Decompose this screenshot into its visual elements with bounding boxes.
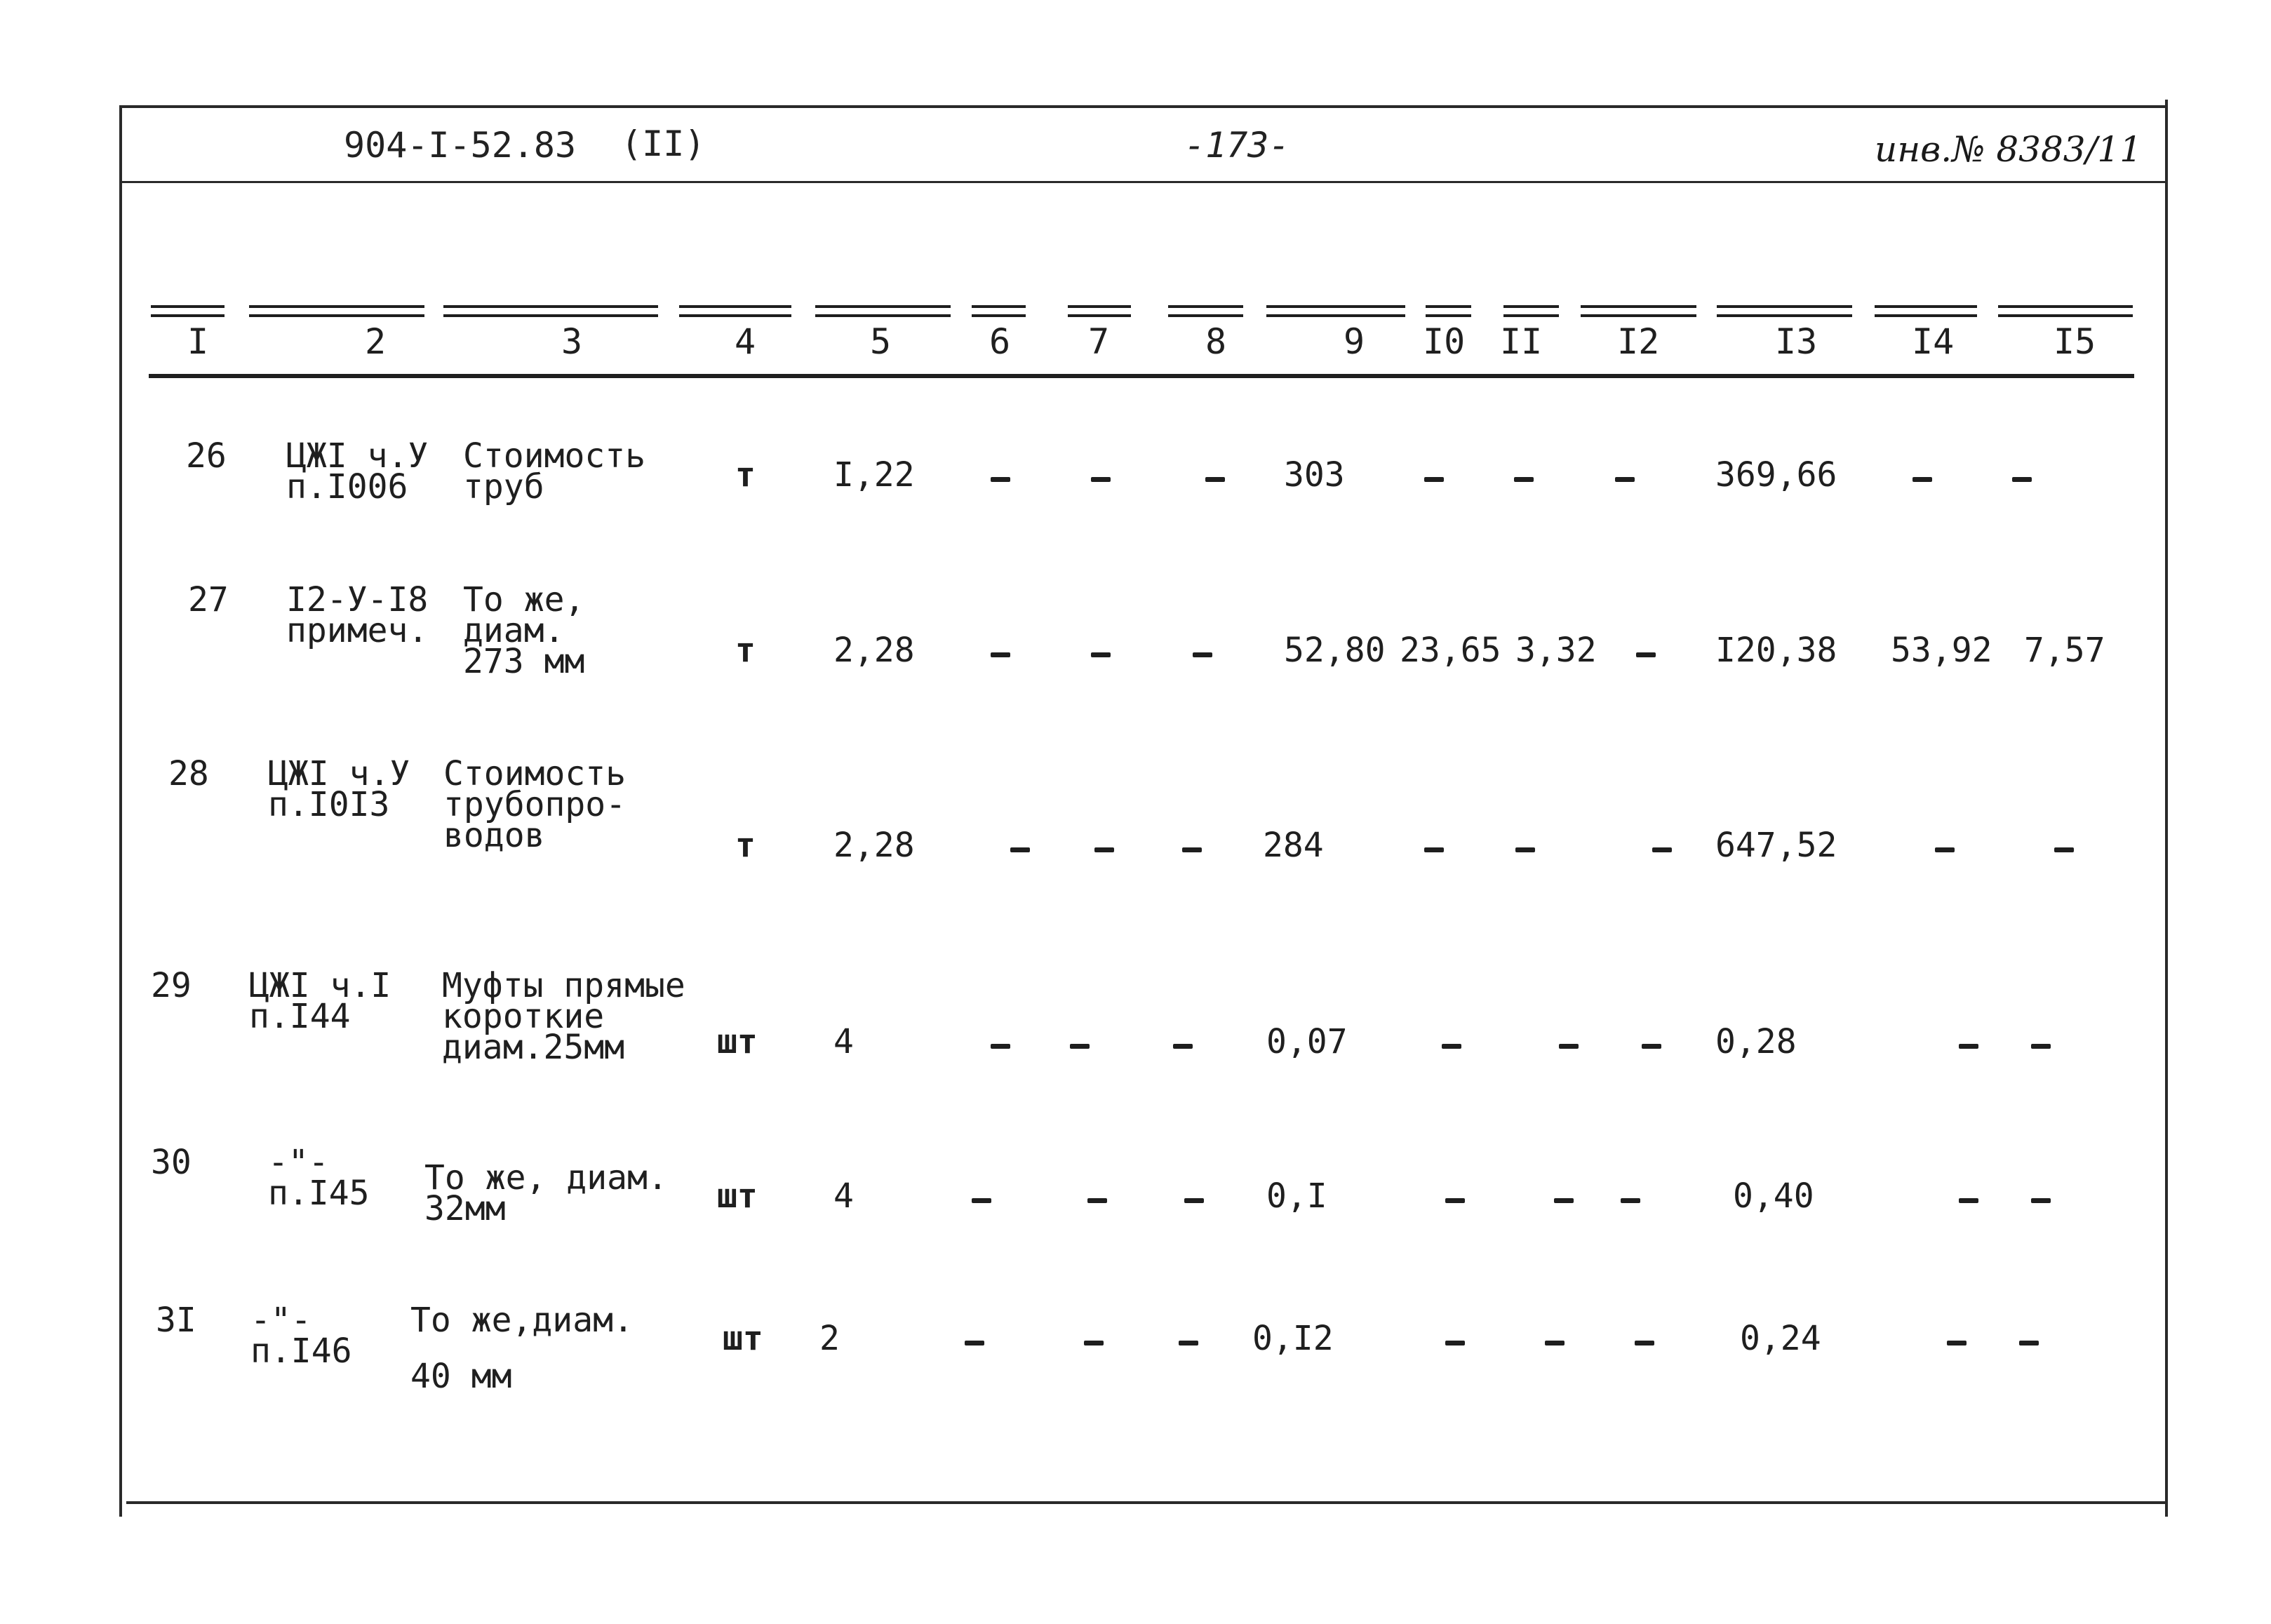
empty-value-dash: [1515, 847, 1535, 852]
empty-value-dash: [1642, 1044, 1661, 1049]
frame-bottom-border: [126, 1501, 2165, 1504]
value-col-13: I20,38: [1715, 631, 1837, 670]
empty-value-dash: [991, 477, 1010, 482]
value-col-5: 4: [833, 1022, 854, 1061]
empty-value-dash: [1070, 1044, 1090, 1049]
row-unit: т: [735, 455, 756, 495]
empty-value-dash: [1205, 477, 1225, 482]
empty-value-dash: [1636, 652, 1656, 657]
empty-value-dash: [991, 1044, 1010, 1049]
row-reference: п.I44: [249, 997, 351, 1036]
column-number: I0: [1423, 321, 1466, 362]
empty-value-dash: [1424, 847, 1444, 852]
value-col-9: 52,80: [1284, 631, 1386, 670]
column-header-double-rule: [1266, 305, 1405, 308]
row-reference: ЦЖI ч.У: [286, 436, 429, 476]
column-header-double-rule: [249, 314, 424, 317]
row-number: 26: [186, 436, 227, 476]
inventory-number: инв.№ 8383/11: [1875, 129, 2143, 170]
value-col-10: 23,65: [1400, 631, 1501, 670]
value-col-14: 53,92: [1891, 631, 1992, 670]
empty-value-dash: [965, 1341, 984, 1345]
empty-value-dash: [1193, 652, 1212, 657]
value-col-5: 2,28: [833, 631, 915, 670]
empty-value-dash: [1935, 847, 1955, 852]
empty-value-dash: [991, 652, 1010, 657]
column-header-double-rule: [972, 305, 1026, 308]
row-description: 273 мм: [463, 642, 585, 681]
value-col-11: 3,32: [1515, 631, 1597, 670]
column-number: 5: [869, 321, 892, 362]
column-number: I3: [1775, 321, 1818, 362]
column-header-double-rule: [1503, 305, 1559, 308]
empty-value-dash: [1652, 847, 1672, 852]
empty-value-dash: [1554, 1198, 1574, 1203]
column-header-double-rule: [151, 314, 225, 317]
frame-left-border: [119, 105, 122, 1517]
empty-value-dash: [1173, 1044, 1193, 1049]
empty-value-dash: [1182, 847, 1202, 852]
value-col-5: 4: [833, 1176, 854, 1216]
column-number: 6: [989, 321, 1011, 362]
empty-value-dash: [1559, 1044, 1579, 1049]
empty-value-dash: [1442, 1044, 1461, 1049]
value-col-9: 0,I2: [1252, 1319, 1334, 1358]
column-header-double-rule: [1168, 314, 1243, 317]
row-reference: п.I0I3: [268, 785, 390, 824]
row-reference: ЦЖI ч.I: [249, 966, 391, 1005]
empty-value-dash: [1635, 1341, 1654, 1345]
row-reference: п.I46: [250, 1331, 352, 1371]
row-description: трубопро-: [443, 785, 627, 824]
row-description: 40 мм: [410, 1357, 512, 1396]
value-col-13: 0,24: [1740, 1319, 1821, 1358]
column-header-double-rule: [815, 305, 951, 308]
row-description: Стоимость: [463, 436, 646, 476]
row-reference: ЦЖI ч.У: [268, 754, 410, 793]
column-header-double-rule: [1266, 314, 1405, 317]
row-unit: шт: [717, 1022, 758, 1061]
value-col-5: 2: [819, 1319, 840, 1358]
value-col-13: 0,28: [1715, 1022, 1797, 1061]
value-col-15: 7,57: [2024, 631, 2105, 670]
column-number: 2: [364, 321, 387, 362]
row-number: 27: [188, 580, 229, 619]
frame-right-border: [2165, 100, 2168, 1517]
column-header-double-rule: [1581, 314, 1696, 317]
empty-value-dash: [1959, 1198, 1978, 1203]
row-number: 29: [151, 966, 192, 1005]
empty-value-dash: [1615, 477, 1635, 482]
column-header-double-rule: [1717, 305, 1852, 308]
column-header-double-rule: [1503, 314, 1559, 317]
column-header-double-rule: [443, 305, 658, 308]
column-number: I: [187, 321, 209, 362]
empty-value-dash: [1445, 1341, 1465, 1345]
row-description: 32мм: [424, 1189, 506, 1228]
empty-value-dash: [1087, 1198, 1107, 1203]
column-header-double-rule: [1998, 314, 2133, 317]
empty-value-dash: [1084, 1341, 1104, 1345]
row-reference: -"-: [268, 1143, 329, 1182]
empty-value-dash: [2031, 1044, 2051, 1049]
row-reference: I2-У-I8: [286, 580, 429, 619]
document-code: 904-I-52.83: [344, 125, 577, 166]
column-header-double-rule: [1068, 314, 1131, 317]
header-divider: [119, 181, 2168, 183]
row-description: водов: [443, 816, 545, 855]
column-header-double-rule: [1875, 314, 1977, 317]
empty-value-dash: [1094, 847, 1114, 852]
value-col-9: 0,I: [1266, 1176, 1327, 1216]
empty-value-dash: [1545, 1341, 1565, 1345]
column-header-double-rule: [1168, 305, 1243, 308]
value-col-5: 2,28: [833, 826, 915, 865]
row-unit: т: [735, 631, 756, 670]
empty-value-dash: [1091, 477, 1111, 482]
row-description: То же,: [463, 580, 585, 619]
empty-value-dash: [1514, 477, 1534, 482]
row-description: Стоимость: [443, 754, 627, 793]
page-number: -173-: [1184, 125, 1290, 166]
row-number: 3I: [156, 1301, 196, 1340]
empty-value-dash: [1424, 477, 1444, 482]
empty-value-dash: [1184, 1198, 1204, 1203]
column-header-double-rule: [443, 314, 658, 317]
row-description: То же, диам.: [424, 1158, 668, 1197]
row-reference: примеч.: [286, 611, 429, 650]
column-header-double-rule: [1998, 305, 2133, 308]
value-col-5: I,22: [833, 455, 915, 495]
column-header-double-rule: [1581, 305, 1696, 308]
empty-value-dash: [1621, 1198, 1640, 1203]
row-reference: -"-: [250, 1301, 311, 1340]
empty-value-dash: [1091, 652, 1111, 657]
empty-value-dash: [2019, 1341, 2039, 1345]
value-col-13: 647,52: [1715, 826, 1837, 865]
empty-value-dash: [2054, 847, 2074, 852]
empty-value-dash: [1947, 1341, 1967, 1345]
value-col-9: 284: [1263, 826, 1324, 865]
column-header-double-rule: [1717, 314, 1852, 317]
column-header-bottom-rule: [149, 374, 2134, 378]
column-number: 9: [1343, 321, 1365, 362]
value-col-9: 0,07: [1266, 1022, 1348, 1061]
column-header-double-rule: [151, 305, 225, 308]
column-header-double-rule: [1426, 305, 1471, 308]
column-number: 8: [1205, 321, 1227, 362]
column-header-double-rule: [972, 314, 1026, 317]
empty-value-dash: [2012, 477, 2032, 482]
column-number: 3: [561, 321, 583, 362]
value-col-13: 0,40: [1733, 1176, 1814, 1216]
value-col-9: 303: [1284, 455, 1345, 495]
column-number: I4: [1912, 321, 1955, 362]
empty-value-dash: [1959, 1044, 1978, 1049]
row-description: диам.25мм: [442, 1028, 625, 1067]
column-header-double-rule: [249, 305, 424, 308]
column-number: II: [1500, 321, 1543, 362]
row-reference: п.I45: [268, 1174, 370, 1213]
document-part: (II): [621, 123, 706, 164]
empty-value-dash: [1179, 1341, 1198, 1345]
empty-value-dash: [1912, 477, 1932, 482]
empty-value-dash: [972, 1198, 991, 1203]
row-number: 28: [168, 754, 209, 793]
column-header-double-rule: [679, 314, 791, 317]
column-header-double-rule: [815, 314, 951, 317]
empty-value-dash: [1010, 847, 1030, 852]
column-header-double-rule: [679, 305, 791, 308]
empty-value-dash: [2031, 1198, 2051, 1203]
row-description: Муфты прямые: [442, 966, 685, 1005]
column-number: 4: [734, 321, 756, 362]
row-description: короткие: [442, 997, 605, 1036]
value-col-13: 369,66: [1715, 455, 1837, 495]
column-number: 7: [1087, 321, 1110, 362]
column-header-double-rule: [1426, 314, 1471, 317]
row-unit: шт: [723, 1319, 763, 1358]
column-number: I2: [1617, 321, 1660, 362]
empty-value-dash: [1445, 1198, 1465, 1203]
row-reference: п.I006: [286, 467, 408, 506]
row-number: 30: [151, 1143, 192, 1182]
row-description: труб: [463, 467, 544, 506]
row-unit: шт: [717, 1176, 758, 1216]
column-header-double-rule: [1068, 305, 1131, 308]
column-number: I5: [2054, 321, 2096, 362]
column-header-double-rule: [1875, 305, 1977, 308]
row-description: То же,диам.: [410, 1301, 634, 1340]
row-unit: т: [735, 826, 756, 865]
row-description: диам.: [463, 611, 565, 650]
frame-top-border: [119, 105, 2168, 108]
